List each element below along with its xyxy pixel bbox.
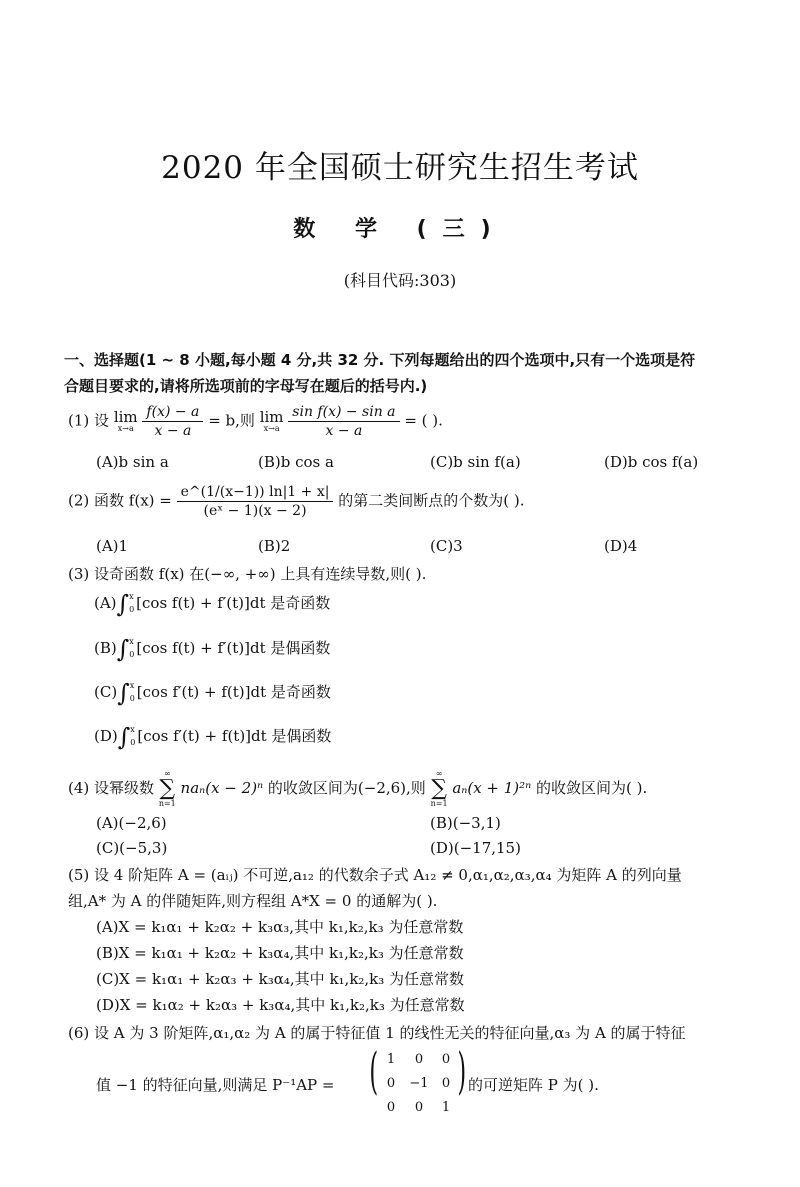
q3-option-a: (A)∫ x 0 [cos f(t) + f′(t)]dt 是奇函数 [94, 589, 331, 618]
question-3-stem: (3) 设奇函数 f(x) 在(−∞, +∞) 上具有连续导数,则( ). [68, 565, 427, 583]
question-2 [68, 484, 525, 519]
matrix-row-1: 1 0 0 [386, 1052, 451, 1067]
question-6-line2-post: 的可逆矩阵 P 为( ). [468, 1076, 599, 1094]
integral-sign: ∫ [117, 722, 131, 751]
q4-option-c: (C)(−5,3) [96, 839, 168, 857]
sum-sign: ∞ ∑ n=1 [430, 769, 448, 808]
q5-option-c: (C)X = k₁α₁ + k₂α₃ + k₃α₄,其中 k₁,k₂,k₃ 为任意常数 [96, 970, 465, 988]
question-5-line1: (5) 设 4 阶矩阵 A = (aᵢⱼ) 不可逆,a₁₂ 的代数余子式 A₁₂ ≠ 0,α₁,α₂,α₃,α₄ 为矩阵 A 的列向量 [68, 866, 682, 884]
q2-option-b: (B)2 [258, 537, 291, 555]
matrix-right-paren: ) [457, 1042, 467, 1100]
question-6-line2-pre: 值 −1 的特征向量,则满足 P⁻¹AP = [96, 1076, 335, 1094]
exam-title: 2020 年全国硕士研究生招生考试 [161, 150, 639, 186]
matrix-left-paren: ( [369, 1042, 379, 1100]
q2-num: (2) 函数 f(x) = [68, 491, 172, 510]
section-heading-line2: 合题目要求的,请将所选项前的字母写在题后的括号内.) [64, 377, 428, 395]
q1-option-c: (C)b sin f(a) [430, 453, 521, 471]
section-heading-line1: 一、选择题(1 ~ 8 小题,每小题 4 分,共 32 分. 下列每题给出的四个选项中,只有一个选项是符 [64, 351, 696, 369]
q1-option-d: (D)b cos f(a) [604, 453, 699, 471]
integral-sign: ∫ [117, 678, 130, 707]
q2-end: 的第二类间断点的个数为( ). [338, 491, 525, 510]
q1-limit-2: lim x→a [259, 408, 284, 433]
q2-fraction: $\frac{e\^{}(1/(x-1)) \ln|1 + x|}{\text{(eˣ − 1)(x − 2)}}$ [177, 484, 334, 519]
q3-option-b: (B)∫ x 0 [cos f(t) + f′(t)]dt 是偶函数 [94, 634, 331, 663]
exam-subtitle: 数 学 (三) [293, 217, 507, 242]
q2-option-a: (A)1 [96, 537, 129, 555]
q5-option-b: (B)X = k₁α₁ + k₂α₂ + k₃α₄,其中 k₁,k₂,k₃ 为任意常数 [96, 944, 464, 962]
q4-option-b: (B)(−3,1) [430, 814, 501, 832]
q3-option-c: (C)∫ x 0 [cos f′(t) + f(t)]dt 是奇函数 [94, 678, 331, 707]
matrix-p-inverse-ap [378, 1052, 458, 1115]
q5-option-d: (D)X = k₁α₂ + k₂α₃ + k₃α₄,其中 k₁,k₂,k₃ 为任意常数 [96, 996, 465, 1014]
question-1 [68, 404, 443, 439]
sum-sign: ∞ ∑ n=1 [158, 769, 176, 808]
integral-sign: ∫ [116, 634, 130, 663]
q1-num: (1) 设 [68, 411, 110, 430]
q2-option-c: (C)3 [430, 537, 463, 555]
q1-mid: = b,则 [208, 411, 255, 430]
q1-end: = ( ). [404, 411, 443, 430]
matrix-row-3: 0 0 1 [386, 1100, 451, 1115]
q1-option-b: (B)b cos a [258, 453, 334, 471]
q4-option-a: (A)(−2,6) [96, 814, 167, 832]
matrix-row-2: 0 −1 0 [386, 1076, 451, 1091]
q1-fraction-2: $\frac{\text{sin f(x) − sin a}}{x - a}$ [288, 404, 399, 439]
subject-code: (科目代码:303) [343, 271, 457, 290]
integral-sign: ∫ [116, 589, 130, 618]
q1-option-a: (A)b sin a [96, 453, 169, 471]
q5-option-a: (A)X = k₁α₁ + k₂α₂ + k₃α₃,其中 k₁,k₂,k₃ 为任意常数 [96, 918, 464, 936]
question-5-line2: 组,A* 为 A 的伴随矩阵,则方程组 A*X = 0 的通解为( ). [68, 892, 438, 910]
q1-fraction-1: $\frac{f(x) - a}{x - a}$ [142, 404, 203, 439]
q3-option-d: (D)∫ x 0 [cos f′(t) + f(t)]dt 是偶函数 [94, 722, 332, 751]
q1-limit: lim x→a [113, 408, 138, 433]
question-4: (4) 设幂级数 ∞ ∑ n=1 naₙ(x − 2)ⁿ 的收敛区间为(−2,6),则 ∞ ∑ n=1 aₙ(x + 1)²ⁿ 的收敛区间为( ). [68, 769, 648, 808]
q4-option-d: (D)(−17,15) [430, 839, 521, 857]
q2-option-d: (D)4 [604, 537, 638, 555]
question-6-line1: (6) 设 A 为 3 阶矩阵,α₁,α₂ 为 A 的属于特征值 1 的线性无关的特征向量,α₃ 为 A 的属于特征 [68, 1024, 686, 1042]
